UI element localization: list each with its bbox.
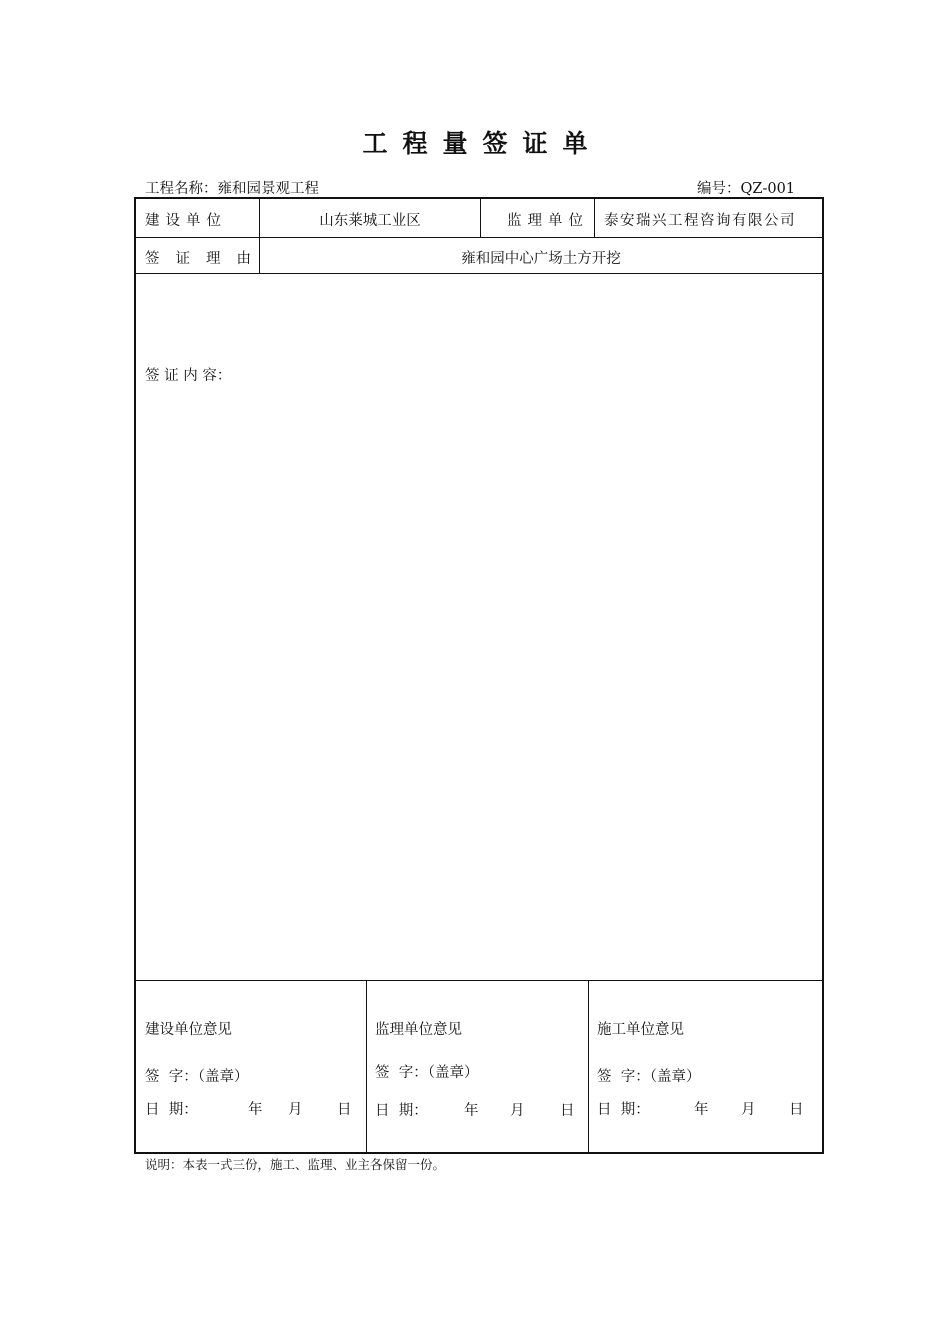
- project-name: 工程名称：雍和园景观工程: [145, 181, 319, 197]
- client-opinion-date-label: 日 期：: [145, 1102, 198, 1118]
- client-opinion-sign: 签 字：（盖章）: [145, 1069, 249, 1085]
- supervisor-label: 监理单位: [507, 213, 589, 229]
- supervisor-opinion-year: 年: [464, 1103, 479, 1119]
- document-number: 编号：QZ-001: [697, 181, 796, 197]
- page-title: 工程量签证单: [362, 129, 603, 158]
- row-divider-3: [136, 980, 822, 981]
- contractor-opinion-date-label: 日 期：: [597, 1102, 650, 1118]
- contractor-opinion-day: 日: [789, 1102, 804, 1118]
- contractor-opinion-month: 月: [741, 1102, 756, 1118]
- contractor-opinion-heading: 施工单位意见: [597, 1022, 684, 1038]
- visa-form-table: [134, 197, 824, 1154]
- client-label: 建设单位: [145, 213, 227, 229]
- col-divider-3a: [594, 199, 595, 237]
- client-opinion-heading: 建设单位意见: [145, 1022, 232, 1038]
- client-value: 山东莱城工业区: [319, 213, 421, 229]
- supervisor-opinion-month: 月: [510, 1103, 525, 1119]
- supervisor-value: 泰安瑞兴工程咨询有限公司: [604, 213, 796, 229]
- reason-label: 签证理由: [145, 251, 267, 267]
- reason-value: 雍和园中心广场土方开挖: [461, 251, 621, 267]
- opinion-divider-2: [588, 980, 589, 1152]
- content-label: 签 证 内 容：: [145, 368, 232, 384]
- supervisor-opinion-heading: 监理单位意见: [375, 1022, 462, 1038]
- contractor-opinion-year: 年: [694, 1102, 709, 1118]
- supervisor-opinion-date-label: 日 期：: [375, 1103, 428, 1119]
- client-opinion-year: 年: [248, 1102, 263, 1118]
- row-divider-1: [136, 237, 822, 238]
- client-opinion-month: 月: [288, 1102, 303, 1118]
- client-opinion-day: 日: [337, 1102, 352, 1118]
- footnote: 说明：本表一式三份，施工、监理、业主各保留一份。: [145, 1157, 446, 1172]
- supervisor-opinion-day: 日: [560, 1103, 575, 1119]
- row-divider-2: [136, 273, 822, 274]
- supervisor-opinion-sign: 签 字：（盖章）: [375, 1065, 479, 1081]
- col-divider-2a: [480, 199, 481, 237]
- contractor-opinion-sign: 签 字：（盖章）: [597, 1069, 701, 1085]
- opinion-divider-1: [366, 980, 367, 1152]
